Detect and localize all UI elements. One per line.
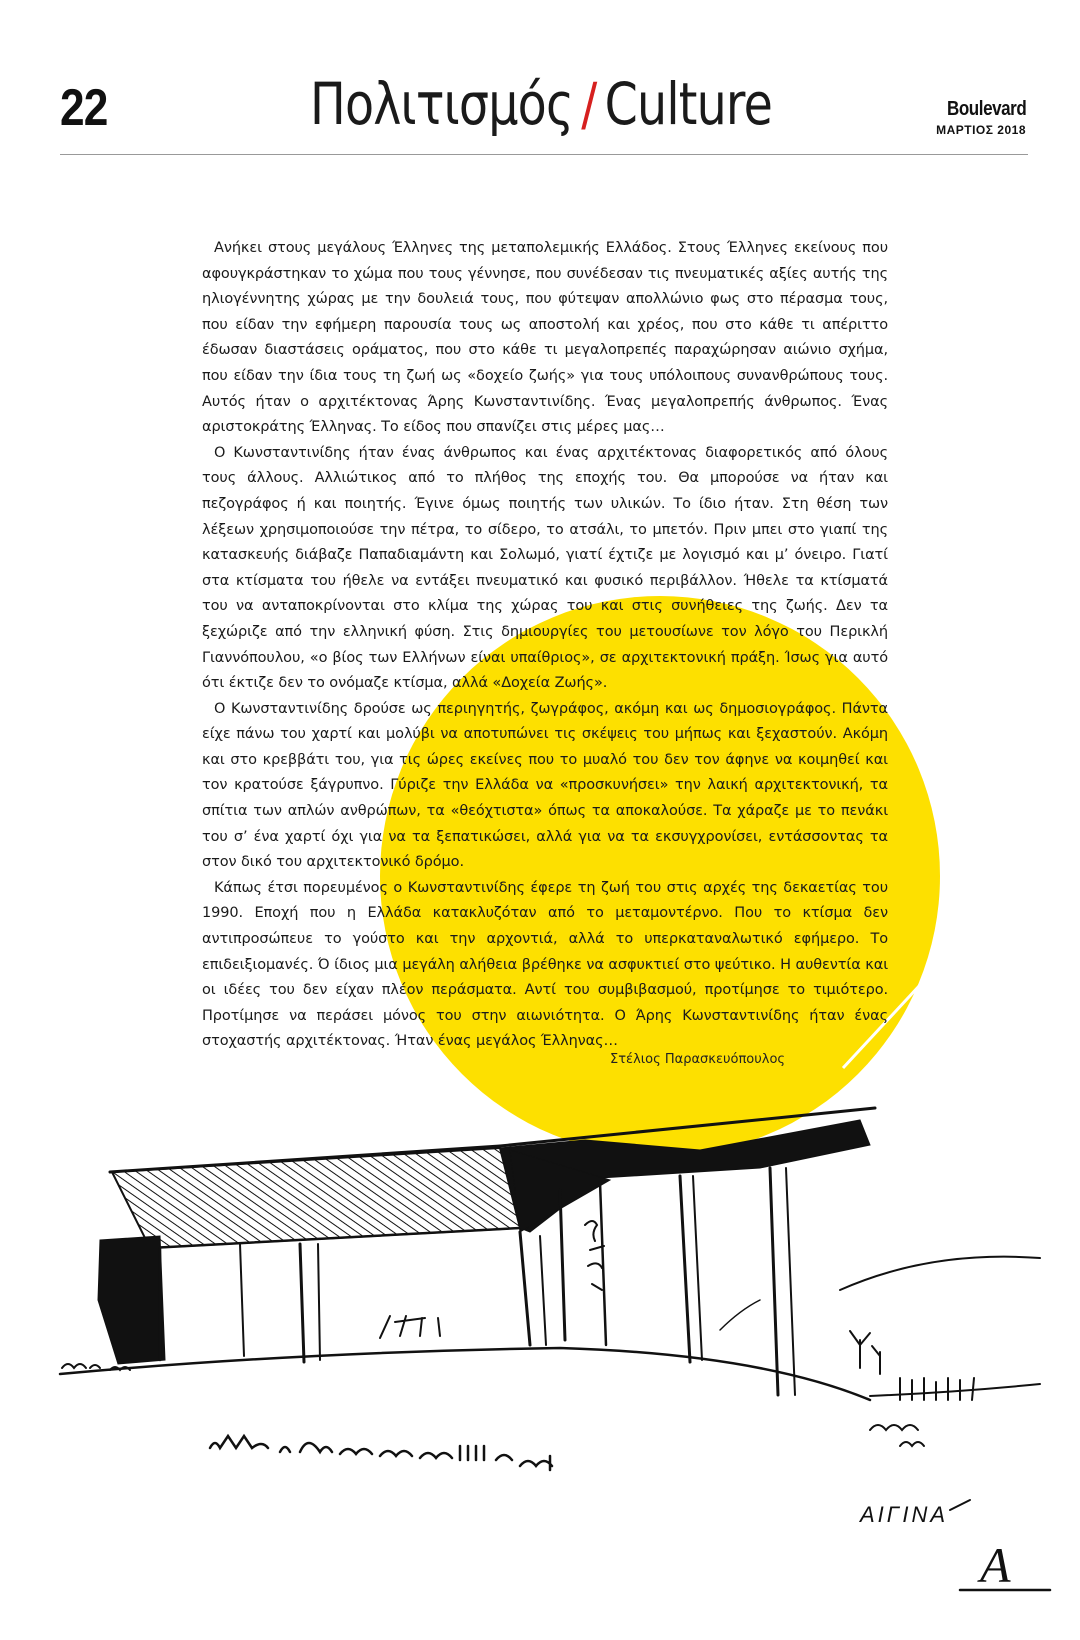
article-paragraph: Κάπως έτσι πορευμένος ο Κωνσταντινίδης έφερε τη ζωή του στις αρχές της δεκαετίας του 1990. Εποχή που η Ελλάδα κατακλυζόταν από το μεταμοντέρνο. Που το κτίσμα δεν αντιπροσώπευε το γούστο και την αρχοντιά, αλλά το υπερκαταναλωτικό εφήμερο. Το επιδειξιομανές. Ό ίδιος μια μεγάλη αλήθεια βρέθηκε να ασφυκτιεί στο ψεύτικο. Η αυθεντία και οι ιδέες του δεν είχαν πλέον περάσματα. Αντί του συμβιβασμού, προτίμησε το τιμιότερο. Προτίμησε να περάσει μόνος του στην αιωνιότητα. Ο Άρης Κωνσταντινίδης ήταν ένας στοχαστής αρχιτέκτονας. Ήταν ένας μεγάλος Έλληνας… (202, 879, 888, 1050)
article-body (202, 236, 888, 1055)
sketch-signature-initial: Α (980, 1537, 1011, 1593)
article-paragraph: Ανήκει στους μεγάλους Έλληνες της μεταπολεμικής Ελλάδος. Στους Έλληνες εκείνους που αφουγκράστηκαν το χώμα που τους γέννησε, που συνέδεσαν τις πνευματικές αξίες αυτής της ηλιογέννητης χώρας με την δουλειά τους, που φύτεψαν απολλώνιο φως στο πέρασμα τους, που είδαν την εφήμερη παρουσία τους ως αποστολή και χρέος, που στο κάθε τι απέριττο έδωσαν διαστάσεις οράματος, που στο κάθε τι μεγαλοπρεπές παραχώρησαν αιώνιο σχήμα, που είδαν την ίδια τους τη ζωή ως «δοχείο ζωής» για τους υπόλοιπους συνανθρώπους τους. Αυτός ήταν ο αρχιτέκτονας Άρης Κωνσταντινίδης. Ένας μεγαλοπρεπής άνθρωπος. Ένας αριστοκράτης Έλληνας. Το είδος που σπανίζει στις μέρες μας… (202, 240, 888, 436)
author-name: Στέλιος Παρασκευόπουλος (610, 1052, 786, 1067)
section-title-english: Culture (604, 70, 773, 138)
page-number: 22 (60, 79, 108, 137)
sketch-caption: ΑΙΓΙΝΑ (860, 1502, 949, 1527)
section-title-greek: Πολιτισμός (310, 70, 574, 138)
article-paragraph: Ο Κωνσταντινίδης ήταν ένας άνθρωπος και ένας αρχιτέκτονας διαφορετικός από όλους τους άλλους. Αλλιώτικος από το πλήθος της εποχής του. Θα μπορούσε να ήταν και πεζογράφος ή και ποιητής. Έγινε όμως ποιητής των υλικών. Το ίδιο ήταν. Στη θέση των λέξεων χρησιμοποιούσε την πέτρα, το σίδερο, το ατσάλι, το μπετόν. Πριν μπει στο γιαπί της κατασκευής διάβαζε Παπαδιαμάντη και Σολωμό, γιατί έχτιζε με λογισμό και μ’ όνειρο. Γιατί στα κτίσματα του ήθελε να εντάξει πνευματικό και φυσικό περιβάλλον. Ήθελε τα κτίσματά του να ανταποκρίνονται στο κλίμα της χώρας του και στις συνήθειες της ζωής. Δεν τα ξεχώριζε από την ελληνική φύση. Στις δημιουργίες του μετουσίωνε τον λόγο του Περικλή Γιαννόπουλου, «ο βίος των Ελλήνων είναι υπαίθριος», σε αρχιτεκτονική πράξη. Ίσως για αυτό ότι έκτιζε δεν το ονόμαζε κτίσμα, αλλά «Δοχεία Ζωής». (202, 444, 888, 692)
section-title-separator: / (581, 70, 597, 138)
magazine-brand: Boulevard (946, 98, 1026, 120)
issue-date: ΜΑΡΤΙΟΣ 2018 (936, 123, 1026, 137)
article-paragraph: Ο Κωνσταντινίδης δρούσε ως περιηγητής, ζωγράφος, ακόμη και ως δημοσιογράφος. Πάντα είχε πάνω του χαρτί και μολύβι να αποτυπώνει τις σκέψεις του μήπως και ξεχαστούν. Ακόμη και στο κρεββάτι του, για τις ώρες εκείνες που το μυαλό του δεν τον άφηνε να κοιμηθεί και τον κρατούσε ξάγρυπνο. Γύριζε την Ελλάδα να «προσκυνήσει» την λαική αρχιτεκτονική, τα σπίτια των απλών ανθρώπων, τα «θεόχτιστα» όπως τα αποκαλούσε. Τα χάραζε με το πενάκι του σ’ ένα χαρτί όχι για να τα ξεπατικώσει, αλλά για να τα εκσυγχρονίσει, εντάσσοντας τα στον δικό του αρχιτεκτονικό δρόμο. (202, 700, 888, 871)
